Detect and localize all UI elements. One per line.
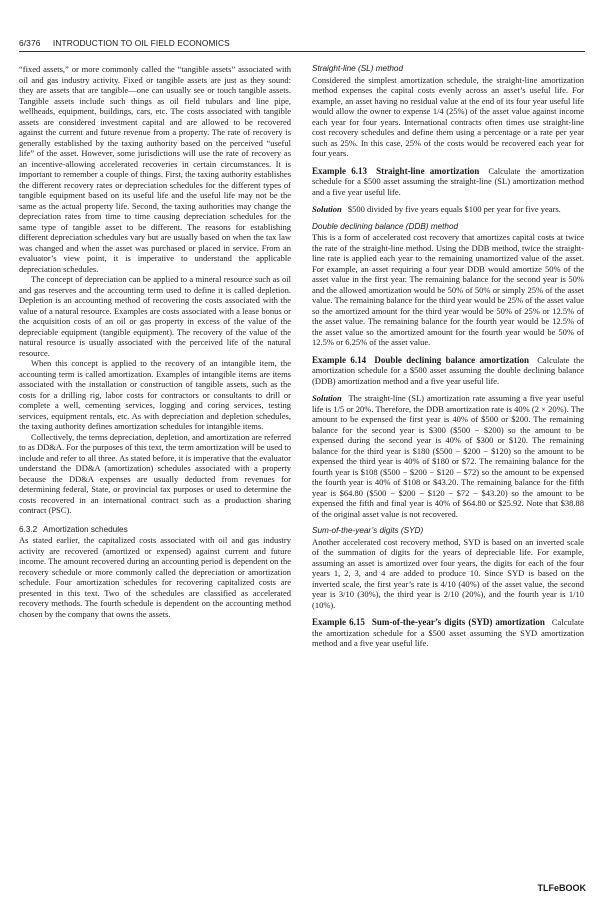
- paragraph-dda: Collectively, the terms depreciation, depletion, and amortization are referred to as DD&A. For the purposes of this text, the term amortization will be used to include and refer to all three. As stated before, it is imperative that the evaluator understand the DD&A (amortization) schedules associated with a property because the DD&A expenses are usually deducted from revenues for determining federal, State, or provincial tax purposes or used to determine the costs recovered in an international contract such as a production sharing contract (PSC).: [19, 431, 291, 515]
- example-text: Calculate the amortization schedule for a $500 asset assuming the straight-line (SL) amortization method and a five year useful life.: [312, 165, 584, 197]
- solution-6-13: [312, 204, 584, 215]
- paragraph-fixed-assets: “fixed assets,” or more commonly called the “tangible assets” associated with oil and gas industry activity. Fixed or tangible assets are just as they sound: they are assets that are tangible—one can usually see or touch tangible assets. Tangible assets include such things as oil field tubulars and line pipe, wellheads, equipment, buildings, cars, etc. The costs associated with tangible assets are considered investment capital and are allowed to be recovered against the current and future revenue from a property. The rate of recovery is generally established by the taxing authority based on the perceived “useful life” of the asset. However, some jurisdictions will use the rate of recovery as an incentive-allowing accelerated recoveries in certain circumstances. It is important to remember a couple of things. First, the taxing authority establishes the different recovery rates or depreciation schedules for the different types of tangible equipment based on its useful life and the useful life may not be the same as the actual property life. Second, the taxing authorities may change the depreciation rates from time to time causing depreciation schedules for the same type of tangible asset to be different. The reasons for establishing different depreciation schedules vary but are usually based on when the tax law was changed and when the asset was purchased or placed in service. From an evaluator’s view point, it is imperative to understand the applicable depreciation schedules.: [19, 64, 291, 274]
- example-6-13: [312, 166, 584, 198]
- chapter-title: INTRODUCTION TO OIL FIELD ECONOMICS: [52, 38, 230, 48]
- paragraph-depletion: The concept of depreciation can be applied to a mineral resource such as oil and gas reserves and the accounting term used to define it is called depletion. Depletion is an accounting method of recovering the costs associated with the value of a natural resource. Examples are costs associated with a lease bonus or the acquisition costs of an oil or gas property in excess of the value of the depreciable equipment (tangible equipment). The recovery of the value of the natural resource is usually associated with the perceived life of the natural resource.: [19, 274, 291, 358]
- syd-text: Another accelerated cost recovery method, SYD is based on an inverted scale of the summation of digits for the years of depreciable life. For example, assuming an asset is amortized over four years, the digits for each of the four years 1, 2, 3, and 4 are added to produce 10. Since SYD is based on the inverted scale, the first year’s rate is 4/10 (40%) of the asset value, the second year is 3/10 (30%), the third year is 2/10 (20%), and the fourth year is 1/10 (10%).: [312, 536, 584, 610]
- ddb-heading: Double declining balance (DDB) method: [312, 221, 459, 231]
- example-label: Example 6.13: [312, 165, 367, 176]
- section-heading: [19, 525, 291, 536]
- syd-heading: Sum-of-the-year’s digits (SYD): [312, 526, 424, 535]
- header-rule: [19, 51, 585, 52]
- left-column: [19, 64, 291, 619]
- solution-label: Solution: [312, 204, 342, 214]
- example-label: Example 6.14: [312, 354, 367, 365]
- example-text: Calculate the amortization schedule for a $500 asset assuming the double declining balance (DDB) amortization method and a five year useful life.: [312, 354, 584, 386]
- solution-6-14: [312, 393, 584, 519]
- example-6-14: [312, 355, 584, 387]
- example-text: Calculate the amortization schedule for a $500 asset assuming the SYD amortization method and a five year useful life.: [312, 617, 584, 648]
- paragraph-schedules: As stated earlier, the capitalized costs associated with oil and gas industry activity are recovered (amortized or expensed) against current and future income. The amount recovered during an accounting period is dependent on the recovery schedule or more commonly called the depreciation or amortization schedule. Four amortization schedules for recovering capitalized costs are presented in this text. Two of the schedules are classified as accelerated recovery methods. The fourth schedule is dependent on the accounting method chosen by the company that owns the assets.: [19, 535, 291, 619]
- ddb-text: This is a form of accelerated cost recovery that amortizes capital costs at twice the rate of the straight-line method. Using the DDB method, twice the straight-line rate is applied each year to the remaining unamortized value of the asset. For example, an asset requiring a four year DDB would amortize 50% of the asset value in the first year. The remaining balance for the second year is 50% and the allowed amortization would be 50% of 50% or simply 25% of the asset value. The remaining balance for the third year would be 25% of the asset value so the amortized amount for the third year would be 50% of 25% or 12.5% of the asset value. The remaining balance for the fourth year would be 12.5% of the asset value so the amortized amount for the fourth year would be 50% of 12.5% or 6.25% of the asset value.: [312, 232, 584, 347]
- example-title: Double declining balance amortization: [374, 354, 530, 365]
- solution-text: $500 divided by five years equals $100 per year for five years.: [347, 204, 561, 214]
- section-title: Amortization schedules: [43, 524, 128, 534]
- paragraph-amortization: When this concept is applied to the recovery of an intangible item, the accounting term is called amortization. Examples of intangible items are items associated with the installation or construction of tangible assets, such as the costs for a drilling rig, labor costs for contractors or consultants to drill or complete a well, cementing services, logging and coring services, testing services, equipment rentals, etc. As with depreciation and depletion schedules, the taxing authority defines amortization schedules for intangible items.: [19, 358, 291, 431]
- footer-watermark: TLFeBOOK: [537, 883, 586, 893]
- solution-label: Solution: [312, 393, 342, 403]
- right-column: [312, 64, 584, 649]
- straight-line-heading: Straight-line (SL) method: [312, 64, 404, 73]
- page-number: 6/376: [19, 38, 41, 48]
- solution-text: The straight-line (SL) amortization rate assuming a five year useful life is 1/5 or 20%. Therefore, the DDB amortization rate is 40% (2 × 20%). The amount to be expensed the first year is 40% of $500 or $200. The remaining balance for the second year is $300 ($500 − $200) so the amount to be expensed during the second year is 40% of $300 or $120. The remaining balance for the third year is $180 ($500 − $200 − $120) so the amount to be expensed the third year is 40% of $180 or $72. The remaining balance for the fourth year is $108 ($500 − $200 − $120 − $72) so the amount to be expensed the fourth year is 40% of $108 or $43.20. The remaining balance for the fifth year is $64.80 ($500 − $200 − $120 − $72 − $43.20) so the amount to be expensed the fifth and final year is 40% of $64.80 or $25.92. Note that $38.88 of the original asset value is not recovered.: [312, 393, 584, 519]
- example-label: Example 6.15: [312, 617, 365, 627]
- straight-line-text: Considered the simplest amortization schedule, the straight-line amortization method expenses the capital costs evenly across an asset’s useful life. For example, an asset having no residual value at the end of its four year useful life would allow the owner to expense 1/4 (25%) of the asset value against income each year for four years. International contracts often times use straight-line cost recovery schedules and define them using a percentage or a rate per year such as 25%. In this case, 25% of the costs would be recovered each year for four years.: [312, 74, 584, 158]
- example-title: Straight-line amortization: [376, 165, 480, 176]
- example-6-15: [312, 617, 584, 649]
- running-header: [19, 38, 585, 48]
- example-title: Sum-of-the-year’s digits (SYD) amortization: [371, 617, 545, 627]
- section-number: 6.3.2: [19, 524, 38, 534]
